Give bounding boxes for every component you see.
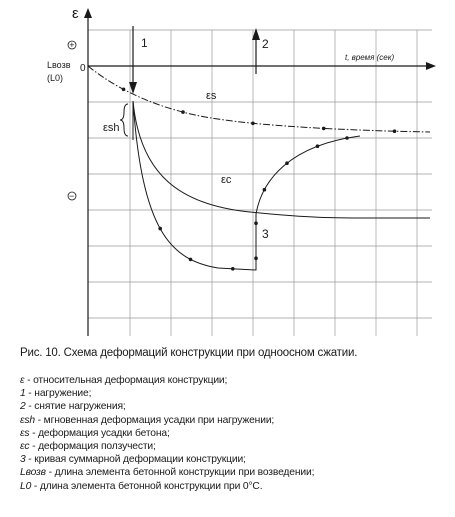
legend-item xyxy=(20,400,450,413)
series-eps-s-point xyxy=(393,129,397,133)
length-label-1: Lвозв xyxy=(47,60,71,70)
legend-symbol: 1 xyxy=(20,388,26,400)
curve-label-eps-sh: εsh xyxy=(103,122,120,134)
length-label-2: (L0) xyxy=(47,73,64,83)
legend-text: - мгновенная деформация усадки при нагружении; xyxy=(34,414,275,426)
series-3-point xyxy=(316,144,320,148)
legend-symbol: 3 xyxy=(20,454,26,466)
legend-item xyxy=(20,414,450,427)
figure-caption: Рис. 10. Схема деформаций конструкции при одноосном сжатии. xyxy=(20,347,358,359)
legend-text: - снятие нагружения; xyxy=(25,401,126,413)
series-eps-c-curve xyxy=(133,101,430,218)
legend-text: - нагружение; xyxy=(25,388,92,400)
series-3-point xyxy=(285,161,289,165)
series-eps-s-point xyxy=(122,88,126,92)
series-eps-s-point xyxy=(251,122,255,126)
figure-legend xyxy=(20,374,450,493)
x-axis-label: t, время (сек) xyxy=(345,53,395,62)
chart-grid xyxy=(88,30,432,336)
chart-labels xyxy=(47,5,395,241)
legend-symbol: εsh xyxy=(20,414,35,426)
plus-sign: + xyxy=(69,40,75,51)
series-eps-s-point xyxy=(181,110,185,114)
event-marker-1: 1 xyxy=(141,36,148,50)
event-marker-2: 2 xyxy=(262,37,269,51)
legend-item xyxy=(20,387,450,400)
origin-label: 0 xyxy=(80,63,86,74)
legend-symbol: εs xyxy=(20,427,30,439)
curve-markers xyxy=(122,88,397,271)
legend-text: - кривая суммарной деформации конструкции; xyxy=(25,454,246,466)
legend-symbol: Lвозв xyxy=(20,467,46,479)
series-3-point xyxy=(231,267,235,271)
series-3-point xyxy=(345,136,349,140)
legend-symbol: εc xyxy=(20,441,30,453)
legend-text: - деформация ползучести; xyxy=(29,441,156,453)
series-3-point xyxy=(158,227,162,231)
curves xyxy=(88,66,430,270)
eps-sh-brace xyxy=(120,104,128,136)
series-3-curve xyxy=(133,101,360,270)
legend-text: - длина элемента бетонной конструкции при 0°С. xyxy=(31,480,263,492)
legend-item xyxy=(20,427,450,440)
curve-label-eps-c: εc xyxy=(221,174,232,186)
series-eps-s-point xyxy=(322,127,326,131)
y-axis-arrow xyxy=(84,8,92,18)
y-axis-symbol: ε xyxy=(72,5,79,22)
legend-symbol: L0 xyxy=(20,480,32,492)
series-3-point xyxy=(254,221,258,225)
series-3-point xyxy=(254,256,258,260)
minus-sign: − xyxy=(69,191,75,201)
legend-symbol: 2 xyxy=(20,401,26,413)
series-3-point xyxy=(189,258,193,262)
legend-text: - деформация усадки бетона; xyxy=(29,427,170,439)
legend-item xyxy=(20,453,450,466)
curve-label-3: 3 xyxy=(262,227,269,241)
legend-item xyxy=(20,480,450,493)
legend-text: - относительная деформация конструкции; xyxy=(24,375,228,386)
series-3-point xyxy=(263,188,267,192)
series-eps-s-curve xyxy=(88,66,430,132)
legend-item xyxy=(20,466,450,479)
legend-text: - длина элемента бетонной конструкции при возведении; xyxy=(45,467,315,479)
legend-item xyxy=(20,440,450,453)
curve-label-eps-s: εs xyxy=(206,90,217,102)
x-axis-arrow xyxy=(426,62,436,70)
legend-symbol: ε xyxy=(20,375,25,386)
legend-item xyxy=(20,374,450,387)
